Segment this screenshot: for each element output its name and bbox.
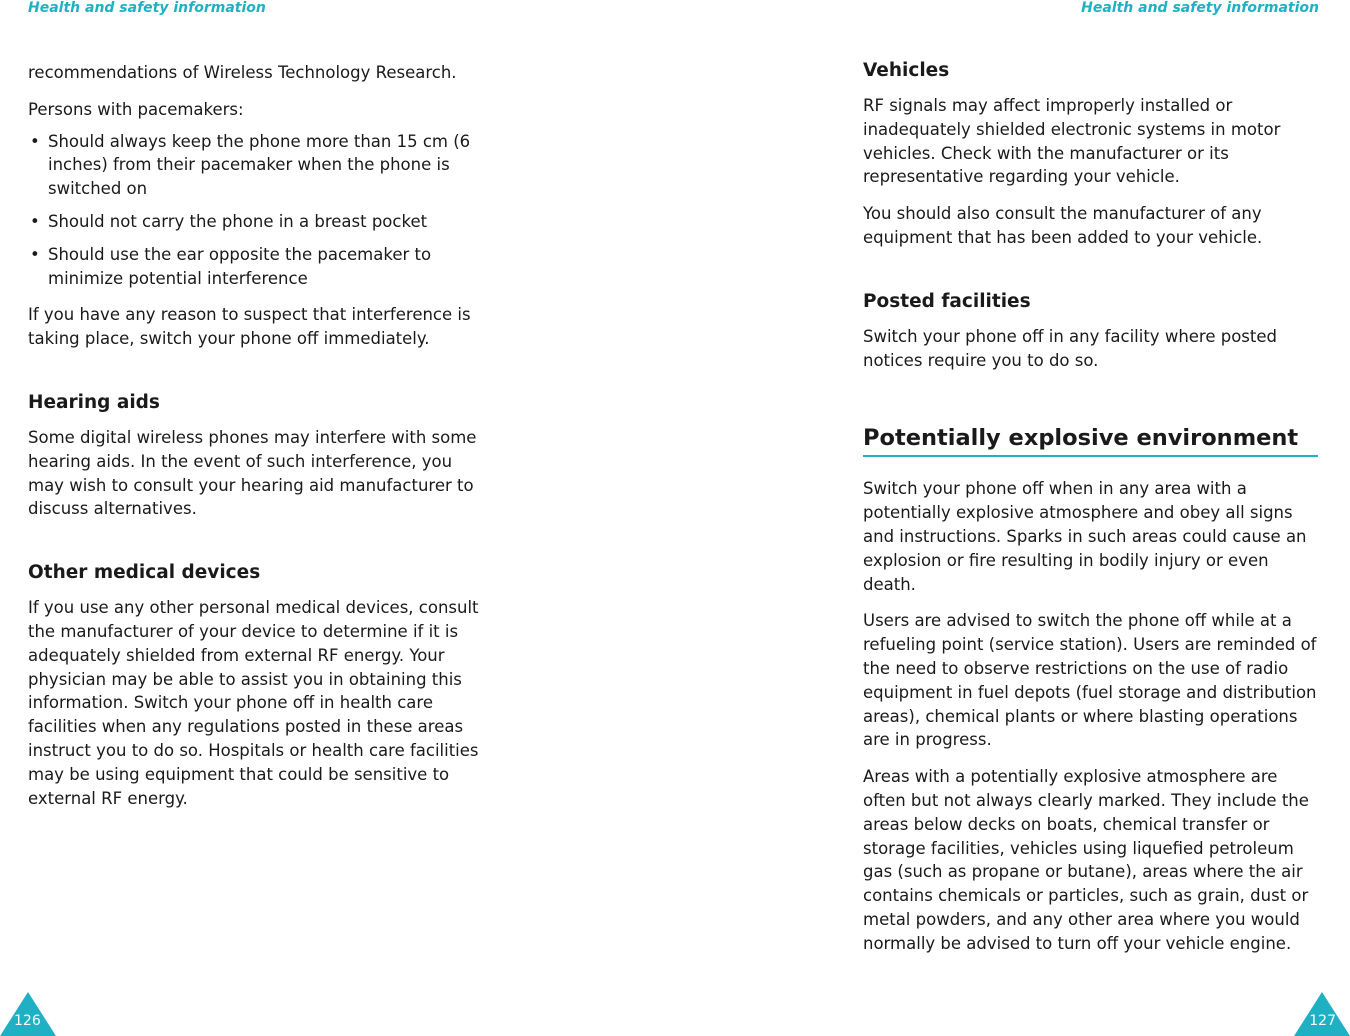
pacemaker-closing: If you have any reason to suspect that interference is taking place, switch your phone off immediately. <box>28 305 471 349</box>
other-medical-heading: Other medical devices <box>28 562 261 584</box>
left-column <box>28 61 483 823</box>
bullet-icon: • <box>30 131 40 151</box>
right-column <box>863 59 1318 969</box>
list-item <box>28 130 483 201</box>
bullet-text: Should use the ear opposite the pacemaker to minimize potential interference <box>48 244 432 288</box>
page-number-left: 126 <box>14 1013 41 1029</box>
page-number-right: 127 <box>1309 1013 1336 1029</box>
posted-facilities-body: Switch your phone off in any facility where posted notices require you to do so. <box>863 326 1277 370</box>
hearing-aids-heading: Hearing aids <box>28 391 160 413</box>
bullet-text: Should not carry the phone in a breast pocket <box>48 211 428 231</box>
running-header-left: Health and safety information <box>28 0 266 16</box>
bullet-text: Should always keep the phone more than 15 cm (6 inches) from their pacemaker when the phone is switched on <box>48 131 471 199</box>
bullet-icon: • <box>30 211 40 231</box>
explosive-section-heading: Potentially explosive environment <box>863 424 1318 457</box>
posted-facilities-heading: Posted facilities <box>863 290 1031 312</box>
right-page <box>675 0 1350 1036</box>
vehicles-paragraph: You should also consult the manufacturer of any equipment that has been added to your vehicle. <box>863 204 1263 247</box>
explosive-paragraph: Switch your phone off when in any area with a potentially explosive atmosphere and obey all signs and instructions. Sparks in such areas could cause an explosion or fire resulting in bodily injury or even death. <box>863 479 1307 594</box>
explosive-paragraph: Users are advised to switch the phone off while at a refueling point (service station). Users are reminded of the need to observe restrictions on the use of radio equipment in fuel depots (fuel storage and distribution areas), chemical plants or where blasting operations are in progress. <box>863 611 1317 750</box>
pacemaker-intro: Persons with pacemakers: <box>28 99 244 119</box>
running-header-right: Health and safety information <box>1081 0 1319 16</box>
list-item <box>28 243 483 291</box>
hearing-aids-body: Some digital wireless phones may interfere with some hearing aids. In the event of such interference, you may wish to consult your hearing aid manufacturer to discuss alternatives. <box>28 427 477 519</box>
list-item <box>28 210 483 234</box>
intro-paragraph: recommendations of Wireless Technology Research. <box>28 63 457 82</box>
explosive-paragraph: Areas with a potentially explosive atmosphere are often but not always clearly marked. They include the areas below decks on boats, chemical transfer or storage facilities, vehicles using liquefied petroleum gas (such as propane or butane), areas where the air contains chemicals or particles, such as grain, dust or metal powders, and any other area where you would normally be advised to turn off your vehicle engine. <box>863 767 1309 953</box>
vehicles-paragraph: RF signals may affect improperly installed or inadequately shielded electronic systems in motor vehicles. Check with the manufacturer or its representative regarding your vehicle. <box>863 96 1281 187</box>
vehicles-heading: Vehicles <box>863 60 950 81</box>
pacemaker-bullet-list <box>28 130 483 291</box>
bullet-icon: • <box>30 244 40 264</box>
other-medical-body: If you use any other personal medical devices, consult the manufacturer of your device to determine if it is adequately shielded from external RF energy. Your physician may be able to assist you in obtaining this information. Switch your phone off in health care facilities when any regulations posted in these areas instruct you to do so. Hospitals or health care facilities may be using equipment that could be sensitive to external RF energy. <box>28 598 479 808</box>
